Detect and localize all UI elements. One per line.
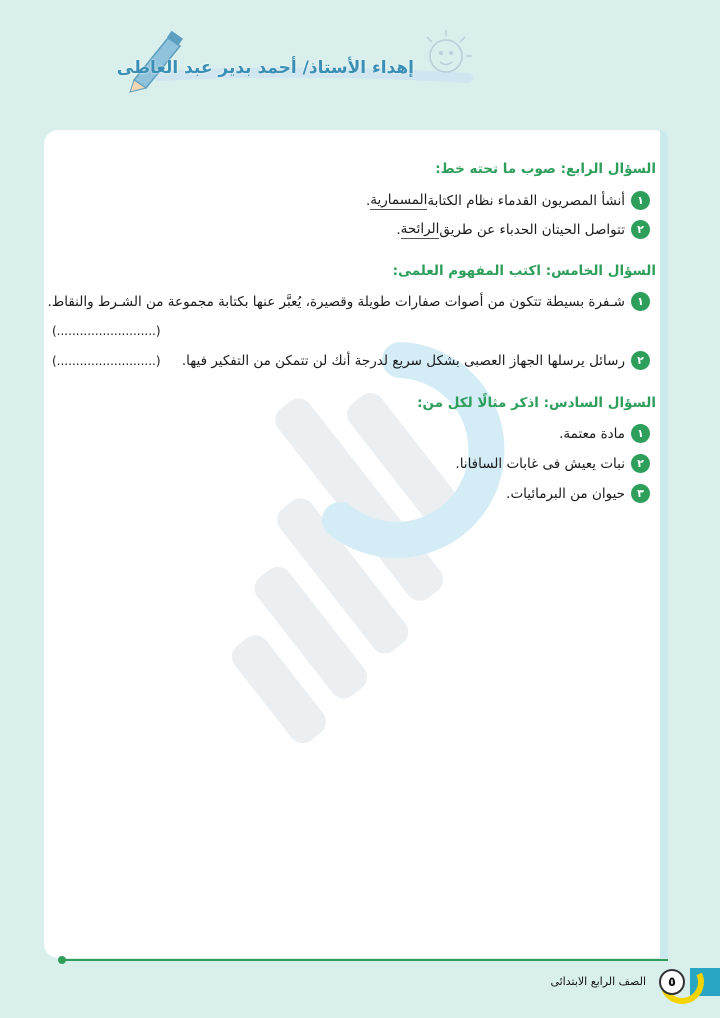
underlined-word: الرائحة (400, 220, 440, 237)
answer-blank-2[interactable]: (..........................) (52, 354, 161, 368)
question-5-heading: السؤال الخامس: اكتب المفهوم العلمى: (392, 263, 656, 279)
item-number-badge: ٢ (631, 220, 650, 239)
page-number: ٥ (659, 969, 685, 995)
answer-blank-1[interactable]: (..........................) (52, 324, 161, 338)
question-4-heading: السؤال الرابع: صوب ما تحته خط: (435, 161, 656, 177)
item-number-badge: ١ (631, 424, 650, 443)
item-number-badge: ١ (631, 292, 650, 311)
item-number-badge: ٢ (631, 454, 650, 473)
question-6-heading: السؤال السادس: اذكر مثالًا لكل من: (417, 395, 656, 411)
question-4-item-2: ٢ تتواصل الحيتان الحدباء عن طريق الرائحة . (396, 220, 650, 239)
question-5-item-2: ٢ رسائل يرسلها الجهاز العصبى بشكل سريع لدرجة أنك لن تتمكن من التفكير فيها. (182, 351, 650, 370)
question-4-item-1: ١ أنشأ المصريون القدماء نظام الكتابة المسمارية . (366, 191, 650, 210)
underlined-word: المسمارية (370, 191, 428, 208)
item-number-badge: ٢ (631, 351, 650, 370)
sun-face-icon (427, 30, 472, 72)
worksheet-content (44, 130, 668, 958)
question-6-item-2: ٢ نبات يعيش فى غابات السافانا. (455, 454, 650, 473)
question-6-item-3: ٣ حيوان من البرمائيات. (506, 484, 650, 503)
item-number-badge: ٣ (631, 484, 650, 503)
question-6-item-1: ١ مادة معتمة. (559, 424, 650, 443)
item-number-badge: ١ (631, 191, 650, 210)
grade-label: الصف الرابع الابتدائى (550, 975, 646, 988)
dedication-banner-text: إهداء الأستاذ/ أحمد بدير عبد العاطى (116, 58, 414, 78)
footer-divider (62, 959, 668, 961)
footer-divider-dot (58, 956, 66, 964)
question-5-item-1: ١ شـفرة بسيطة تتكون من أصوات صفارات طويلة وقصيرة، يُعبَّر عنها بكتابة مجموعة من الشـرط والنقاط. (47, 292, 650, 311)
